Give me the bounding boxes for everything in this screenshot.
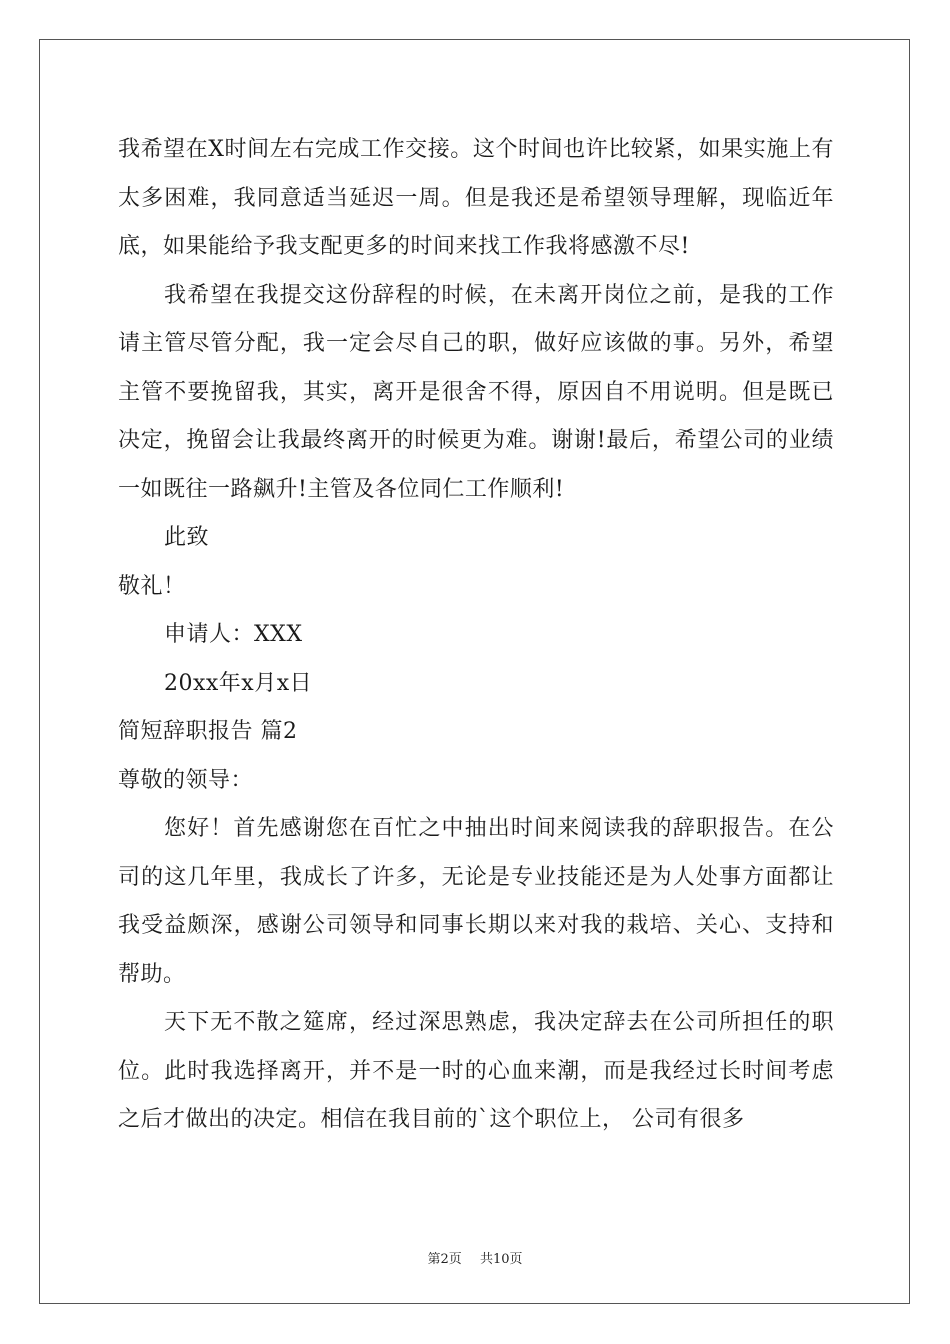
document-body: [118, 126, 834, 1145]
paragraph-decision: 天下无不散之筵席，经过深思熟虑，我决定辞去在公司所担任的职位。此时我选择离开，并不是一时的心血来潮，而是我经过长时间考虑之后才做出的决定。相信在我目前的`这个职位上， 公司有很多: [118, 1010, 834, 1132]
paragraph-handover: 我希望在X时间左右完成工作交接。这个时间也许比较紧，如果实施上有太多困难，我同意适当延迟一周。但是我还是希望领导理解，现临近年底，如果能给予我支配更多的时间来找工作我将感激不尽!: [118, 137, 834, 259]
date-line: 20xx年x月x日: [164, 670, 313, 696]
applicant-line: 申请人：XXX: [164, 622, 303, 647]
greeting: 尊敬的领导：: [118, 767, 254, 793]
page-total: 共10页: [479, 1252, 523, 1267]
page-number: 第2页: [427, 1252, 462, 1267]
section-title: 简短辞职报告 篇2: [118, 719, 298, 744]
closing-respect: 敬礼！: [118, 573, 186, 599]
closing-salutation: 此致: [164, 525, 210, 550]
paragraph-request: 我希望在我提交这份辞程的时候，在未离开岗位之前，是我的工作请主管尽管分配，我一定会尽自己的职，做好应该做的事。另外，希望主管不要挽留我，其实，离开是很舍不得，原因自不用说明。但是既已决定，挽留会让我最终离开的时候更为难。谢谢!最后，希望公司的业绩一如既往一路飙升!主管及各位同仁工作顺利!: [118, 282, 834, 502]
paragraph-thanks: 您好！首先感谢您在百忙之中抽出时间来阅读我的辞职报告。在公司的这几年里，我成长了许多，无论是专业技能还是为人处事方面都让我受益颇深，感谢公司领导和同事长期以来对我的栽培、关心、支持和帮助。: [118, 816, 834, 987]
page-footer: [0, 1248, 950, 1267]
